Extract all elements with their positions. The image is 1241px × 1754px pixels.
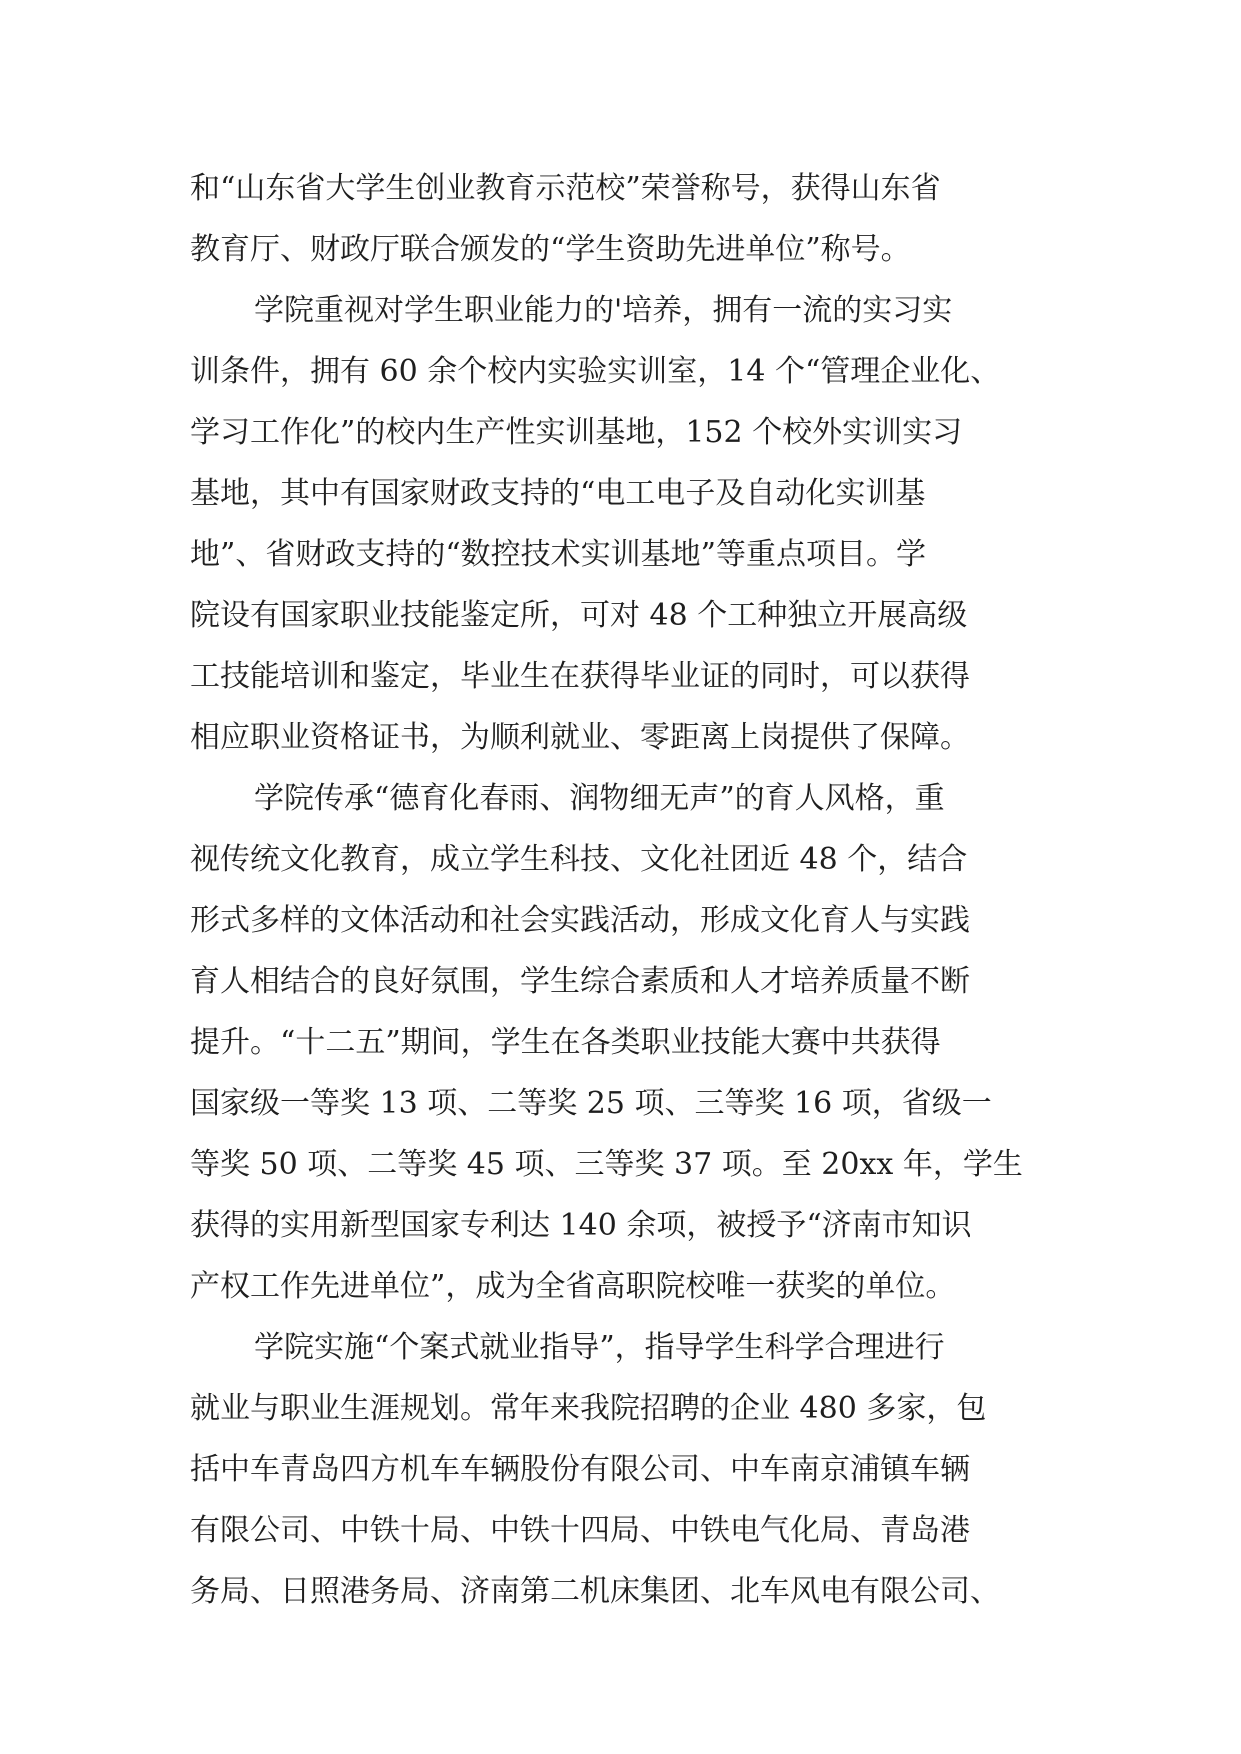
text-line: 院设有国家职业技能鉴定所，可对 48 个工种独立开展高级	[190, 598, 968, 633]
paragraph-1	[190, 158, 1090, 280]
text-line: 国家级一等奖 13 项、二等奖 25 项、三等奖 16 项，省级一	[190, 1086, 992, 1121]
text-line: 地”、省财政支持的“数控技术实训基地”等重点项目。学	[190, 537, 927, 572]
text-line: 相应职业资格证书，为顺利就业、零距离上岗提供了保障。	[190, 720, 970, 755]
text-line: 获得的实用新型国家专利达 140 余项，被授予“济南市知识	[190, 1208, 972, 1243]
text-line: 学院传承“德育化春雨、润物细无声”的育人风格，重	[254, 781, 945, 816]
text-line: 和“山东省大学生创业教育示范校”荣誉称号，获得山东省	[190, 171, 941, 206]
text-line: 形式多样的文体活动和社会实践活动，形成文化育人与实践	[190, 903, 970, 938]
text-line: 等奖 50 项、二等奖 45 项、三等奖 37 项。至 20xx 年，学生	[190, 1147, 1023, 1182]
text-line: 育人相结合的良好氛围，学生综合素质和人才培养质量不断	[190, 964, 970, 999]
body-text	[190, 158, 1090, 1622]
paragraph-2	[190, 280, 1090, 768]
text-line: 基地，其中有国家财政支持的“电工电子及自动化实训基	[190, 476, 926, 511]
paragraph-4	[190, 1317, 1090, 1622]
text-line: 务局、日照港务局、济南第二机床集团、北车风电有限公司、	[190, 1574, 1000, 1609]
text-line: 提升。“十二五”期间，学生在各类职业技能大赛中共获得	[190, 1025, 941, 1060]
text-line: 工技能培训和鉴定，毕业生在获得毕业证的同时，可以获得	[190, 659, 970, 694]
text-line: 学院重视对学生职业能力的'培养，拥有一流的实习实	[254, 293, 953, 328]
paragraph-3	[190, 768, 1090, 1317]
text-line: 括中车青岛四方机车车辆股份有限公司、中车南京浦镇车辆	[190, 1452, 970, 1487]
text-line: 学习工作化”的校内生产性实训基地，152 个校外实训实习	[190, 415, 963, 450]
text-line: 就业与职业生涯规划。常年来我院招聘的企业 480 多家，包	[190, 1391, 987, 1426]
text-line: 教育厅、财政厅联合颁发的“学生资助先进单位”称号。	[190, 232, 911, 267]
text-line: 训条件，拥有 60 余个校内实验实训室，14 个“管理企业化、	[190, 354, 1001, 389]
text-line: 有限公司、中铁十局、中铁十四局、中铁电气化局、青岛港	[190, 1513, 970, 1548]
text-line: 产权工作先进单位”，成为全省高职院校唯一获奖的单位。	[190, 1269, 956, 1304]
text-line: 学院实施“个案式就业指导”，指导学生科学合理进行	[254, 1330, 945, 1365]
text-line: 视传统文化教育，成立学生科技、文化社团近 48 个，结合	[190, 842, 968, 877]
